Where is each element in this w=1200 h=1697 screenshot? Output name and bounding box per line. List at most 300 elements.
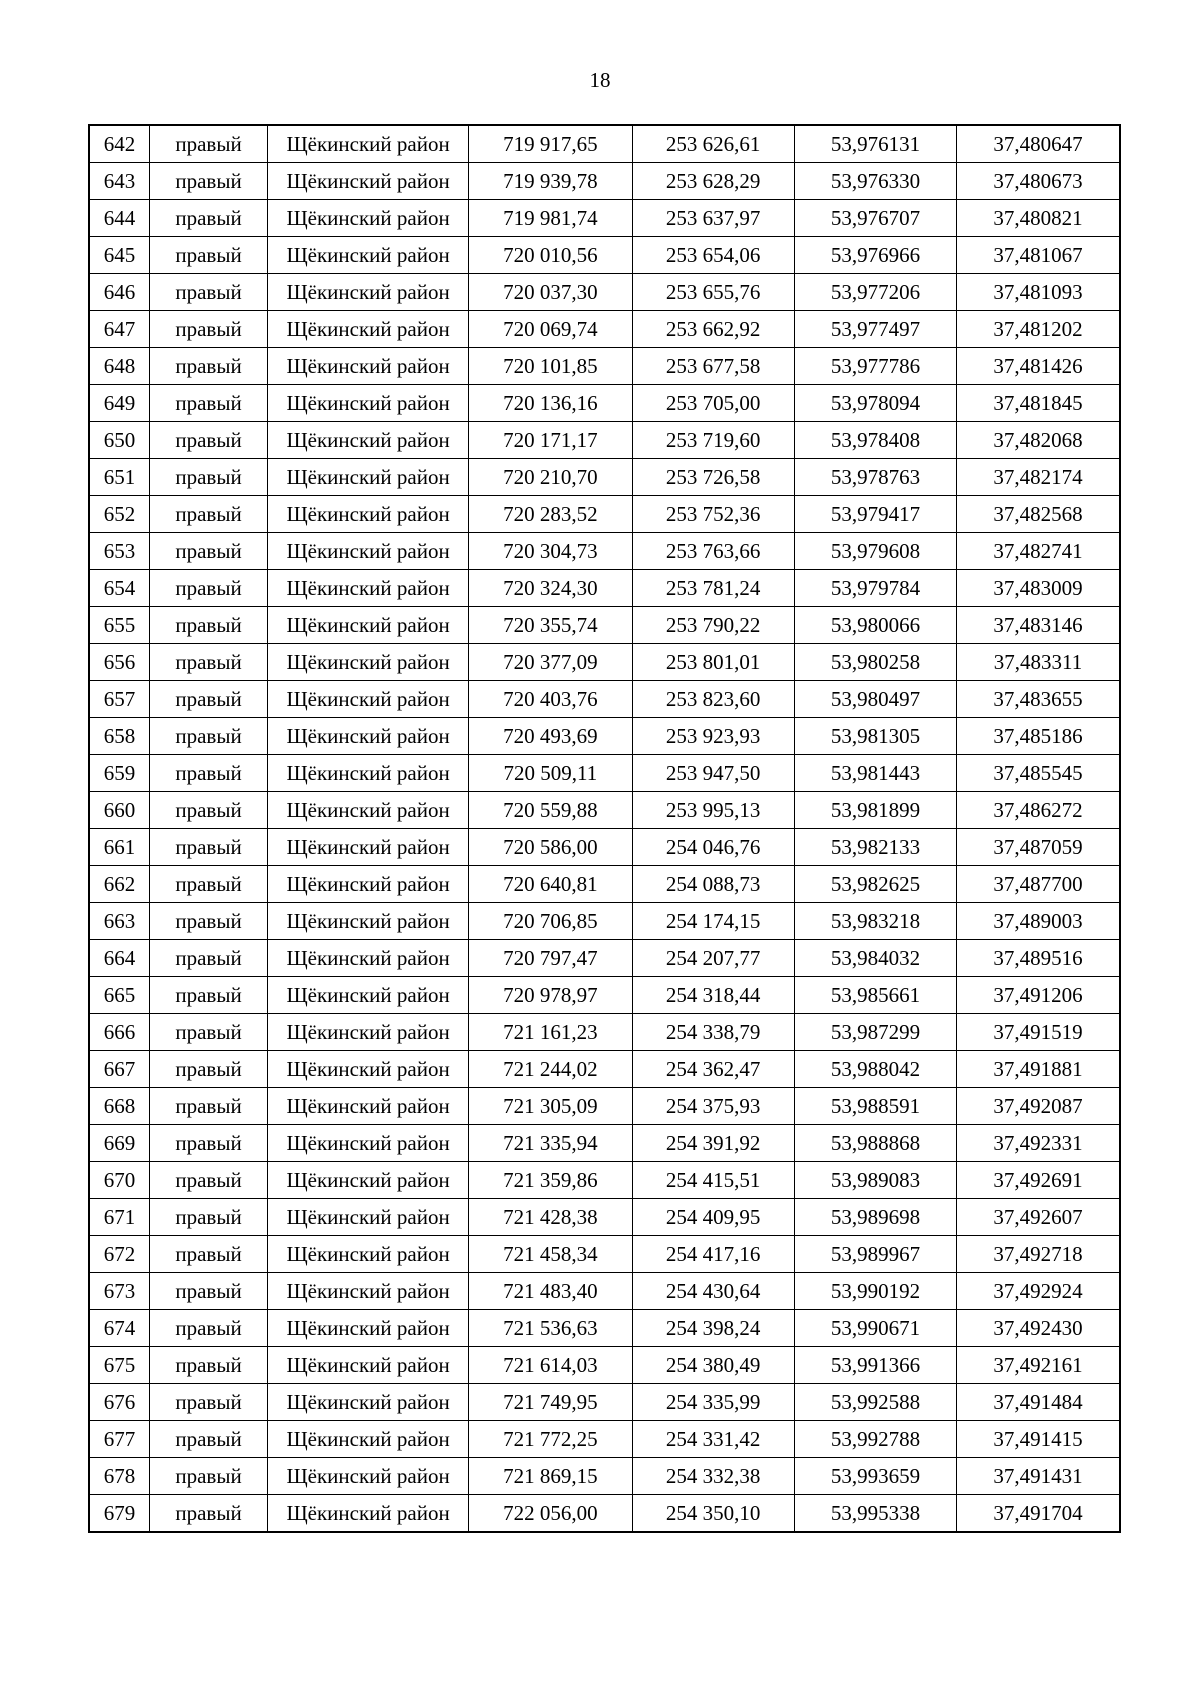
longitude-cell: 37,489516 bbox=[957, 940, 1120, 977]
longitude-cell: 37,480647 bbox=[957, 125, 1120, 163]
table-row bbox=[89, 237, 1120, 274]
latitude-cell: 53,987299 bbox=[794, 1014, 956, 1051]
table-row bbox=[89, 755, 1120, 792]
point-number-cell: 676 bbox=[89, 1384, 150, 1421]
table-row bbox=[89, 163, 1120, 200]
x-coordinate-cell: 721 869,15 bbox=[469, 1458, 632, 1495]
point-number-cell: 643 bbox=[89, 163, 150, 200]
latitude-cell: 53,981443 bbox=[794, 755, 956, 792]
table-row bbox=[89, 1051, 1120, 1088]
y-coordinate-cell: 253 654,06 bbox=[632, 237, 794, 274]
bank-side-cell: правый bbox=[150, 385, 268, 422]
latitude-cell: 53,978408 bbox=[794, 422, 956, 459]
bank-side-cell: правый bbox=[150, 1236, 268, 1273]
table-row bbox=[89, 1421, 1120, 1458]
table-row bbox=[89, 533, 1120, 570]
district-cell: Щёкинский район bbox=[267, 1347, 468, 1384]
district-cell: Щёкинский район bbox=[267, 496, 468, 533]
longitude-cell: 37,485545 bbox=[957, 755, 1120, 792]
latitude-cell: 53,985661 bbox=[794, 977, 956, 1014]
x-coordinate-cell: 721 483,40 bbox=[469, 1273, 632, 1310]
x-coordinate-cell: 721 305,09 bbox=[469, 1088, 632, 1125]
district-cell: Щёкинский район bbox=[267, 385, 468, 422]
bank-side-cell: правый bbox=[150, 792, 268, 829]
x-coordinate-cell: 720 136,16 bbox=[469, 385, 632, 422]
latitude-cell: 53,979784 bbox=[794, 570, 956, 607]
table-row bbox=[89, 1347, 1120, 1384]
latitude-cell: 53,977497 bbox=[794, 311, 956, 348]
x-coordinate-cell: 720 797,47 bbox=[469, 940, 632, 977]
latitude-cell: 53,993659 bbox=[794, 1458, 956, 1495]
x-coordinate-cell: 721 244,02 bbox=[469, 1051, 632, 1088]
point-number-cell: 655 bbox=[89, 607, 150, 644]
point-number-cell: 648 bbox=[89, 348, 150, 385]
latitude-cell: 53,984032 bbox=[794, 940, 956, 977]
longitude-cell: 37,482174 bbox=[957, 459, 1120, 496]
table-row bbox=[89, 311, 1120, 348]
point-number-cell: 678 bbox=[89, 1458, 150, 1495]
x-coordinate-cell: 721 458,34 bbox=[469, 1236, 632, 1273]
bank-side-cell: правый bbox=[150, 1384, 268, 1421]
district-cell: Щёкинский район bbox=[267, 903, 468, 940]
longitude-cell: 37,482068 bbox=[957, 422, 1120, 459]
table-row bbox=[89, 1273, 1120, 1310]
x-coordinate-cell: 720 377,09 bbox=[469, 644, 632, 681]
table-row bbox=[89, 977, 1120, 1014]
x-coordinate-cell: 720 101,85 bbox=[469, 348, 632, 385]
point-number-cell: 649 bbox=[89, 385, 150, 422]
x-coordinate-cell: 719 939,78 bbox=[469, 163, 632, 200]
longitude-cell: 37,483009 bbox=[957, 570, 1120, 607]
point-number-cell: 645 bbox=[89, 237, 150, 274]
x-coordinate-cell: 721 428,38 bbox=[469, 1199, 632, 1236]
bank-side-cell: правый bbox=[150, 644, 268, 681]
table-row bbox=[89, 1236, 1120, 1273]
point-number-cell: 642 bbox=[89, 125, 150, 163]
longitude-cell: 37,481093 bbox=[957, 274, 1120, 311]
district-cell: Щёкинский район bbox=[267, 829, 468, 866]
longitude-cell: 37,486272 bbox=[957, 792, 1120, 829]
y-coordinate-cell: 254 174,15 bbox=[632, 903, 794, 940]
latitude-cell: 53,983218 bbox=[794, 903, 956, 940]
latitude-cell: 53,979417 bbox=[794, 496, 956, 533]
latitude-cell: 53,981899 bbox=[794, 792, 956, 829]
latitude-cell: 53,980497 bbox=[794, 681, 956, 718]
table-row bbox=[89, 903, 1120, 940]
x-coordinate-cell: 720 640,81 bbox=[469, 866, 632, 903]
latitude-cell: 53,982133 bbox=[794, 829, 956, 866]
longitude-cell: 37,480673 bbox=[957, 163, 1120, 200]
table-row bbox=[89, 1125, 1120, 1162]
district-cell: Щёкинский район bbox=[267, 718, 468, 755]
table-row bbox=[89, 570, 1120, 607]
longitude-cell: 37,489003 bbox=[957, 903, 1120, 940]
bank-side-cell: правый bbox=[150, 1014, 268, 1051]
bank-side-cell: правый bbox=[150, 274, 268, 311]
x-coordinate-cell: 720 493,69 bbox=[469, 718, 632, 755]
x-coordinate-cell: 720 010,56 bbox=[469, 237, 632, 274]
point-number-cell: 663 bbox=[89, 903, 150, 940]
district-cell: Щёкинский район bbox=[267, 422, 468, 459]
district-cell: Щёкинский район bbox=[267, 459, 468, 496]
district-cell: Щёкинский район bbox=[267, 1125, 468, 1162]
latitude-cell: 53,988042 bbox=[794, 1051, 956, 1088]
point-number-cell: 669 bbox=[89, 1125, 150, 1162]
bank-side-cell: правый bbox=[150, 940, 268, 977]
table-row bbox=[89, 200, 1120, 237]
point-number-cell: 659 bbox=[89, 755, 150, 792]
district-cell: Щёкинский район bbox=[267, 755, 468, 792]
bank-side-cell: правый bbox=[150, 237, 268, 274]
x-coordinate-cell: 719 981,74 bbox=[469, 200, 632, 237]
bank-side-cell: правый bbox=[150, 977, 268, 1014]
y-coordinate-cell: 253 790,22 bbox=[632, 607, 794, 644]
x-coordinate-cell: 720 283,52 bbox=[469, 496, 632, 533]
table-row bbox=[89, 1088, 1120, 1125]
latitude-cell: 53,976707 bbox=[794, 200, 956, 237]
table-row bbox=[89, 829, 1120, 866]
table-row bbox=[89, 681, 1120, 718]
table-row bbox=[89, 1458, 1120, 1495]
bank-side-cell: правый bbox=[150, 1495, 268, 1533]
table-row bbox=[89, 496, 1120, 533]
district-cell: Щёкинский район bbox=[267, 607, 468, 644]
y-coordinate-cell: 253 947,50 bbox=[632, 755, 794, 792]
latitude-cell: 53,980066 bbox=[794, 607, 956, 644]
bank-side-cell: правый bbox=[150, 607, 268, 644]
latitude-cell: 53,980258 bbox=[794, 644, 956, 681]
bank-side-cell: правый bbox=[150, 163, 268, 200]
longitude-cell: 37,492607 bbox=[957, 1199, 1120, 1236]
longitude-cell: 37,482568 bbox=[957, 496, 1120, 533]
latitude-cell: 53,976131 bbox=[794, 125, 956, 163]
district-cell: Щёкинский район bbox=[267, 125, 468, 163]
district-cell: Щёкинский район bbox=[267, 681, 468, 718]
y-coordinate-cell: 254 331,42 bbox=[632, 1421, 794, 1458]
district-cell: Щёкинский район bbox=[267, 533, 468, 570]
bank-side-cell: правый bbox=[150, 1310, 268, 1347]
longitude-cell: 37,491431 bbox=[957, 1458, 1120, 1495]
y-coordinate-cell: 254 430,64 bbox=[632, 1273, 794, 1310]
longitude-cell: 37,485186 bbox=[957, 718, 1120, 755]
bank-side-cell: правый bbox=[150, 125, 268, 163]
table-row bbox=[89, 1199, 1120, 1236]
district-cell: Щёкинский район bbox=[267, 792, 468, 829]
point-number-cell: 674 bbox=[89, 1310, 150, 1347]
district-cell: Щёкинский район bbox=[267, 570, 468, 607]
x-coordinate-cell: 720 171,17 bbox=[469, 422, 632, 459]
y-coordinate-cell: 253 719,60 bbox=[632, 422, 794, 459]
bank-side-cell: правый bbox=[150, 1421, 268, 1458]
table-row bbox=[89, 1495, 1120, 1533]
bank-side-cell: правый bbox=[150, 200, 268, 237]
district-cell: Щёкинский район bbox=[267, 237, 468, 274]
latitude-cell: 53,978763 bbox=[794, 459, 956, 496]
longitude-cell: 37,483311 bbox=[957, 644, 1120, 681]
district-cell: Щёкинский район bbox=[267, 1199, 468, 1236]
latitude-cell: 53,989698 bbox=[794, 1199, 956, 1236]
x-coordinate-cell: 720 304,73 bbox=[469, 533, 632, 570]
table-row bbox=[89, 718, 1120, 755]
point-number-cell: 675 bbox=[89, 1347, 150, 1384]
table-row bbox=[89, 125, 1120, 163]
bank-side-cell: правый bbox=[150, 422, 268, 459]
district-cell: Щёкинский район bbox=[267, 1421, 468, 1458]
latitude-cell: 53,988868 bbox=[794, 1125, 956, 1162]
latitude-cell: 53,995338 bbox=[794, 1495, 956, 1533]
x-coordinate-cell: 720 324,30 bbox=[469, 570, 632, 607]
point-number-cell: 673 bbox=[89, 1273, 150, 1310]
longitude-cell: 37,481845 bbox=[957, 385, 1120, 422]
district-cell: Щёкинский район bbox=[267, 1088, 468, 1125]
y-coordinate-cell: 253 823,60 bbox=[632, 681, 794, 718]
bank-side-cell: правый bbox=[150, 570, 268, 607]
x-coordinate-cell: 722 056,00 bbox=[469, 1495, 632, 1533]
coordinates-table bbox=[88, 124, 1121, 1533]
x-coordinate-cell: 720 586,00 bbox=[469, 829, 632, 866]
point-number-cell: 654 bbox=[89, 570, 150, 607]
y-coordinate-cell: 254 375,93 bbox=[632, 1088, 794, 1125]
district-cell: Щёкинский район bbox=[267, 1273, 468, 1310]
bank-side-cell: правый bbox=[150, 718, 268, 755]
y-coordinate-cell: 254 350,10 bbox=[632, 1495, 794, 1533]
point-number-cell: 657 bbox=[89, 681, 150, 718]
x-coordinate-cell: 721 614,03 bbox=[469, 1347, 632, 1384]
table-row bbox=[89, 644, 1120, 681]
point-number-cell: 647 bbox=[89, 311, 150, 348]
y-coordinate-cell: 254 380,49 bbox=[632, 1347, 794, 1384]
point-number-cell: 664 bbox=[89, 940, 150, 977]
y-coordinate-cell: 254 046,76 bbox=[632, 829, 794, 866]
y-coordinate-cell: 253 726,58 bbox=[632, 459, 794, 496]
x-coordinate-cell: 721 772,25 bbox=[469, 1421, 632, 1458]
coordinates-table-body bbox=[89, 125, 1120, 1532]
y-coordinate-cell: 254 362,47 bbox=[632, 1051, 794, 1088]
district-cell: Щёкинский район bbox=[267, 866, 468, 903]
district-cell: Щёкинский район bbox=[267, 348, 468, 385]
bank-side-cell: правый bbox=[150, 311, 268, 348]
district-cell: Щёкинский район bbox=[267, 1458, 468, 1495]
latitude-cell: 53,992588 bbox=[794, 1384, 956, 1421]
bank-side-cell: правый bbox=[150, 829, 268, 866]
longitude-cell: 37,492430 bbox=[957, 1310, 1120, 1347]
page-number: 18 bbox=[589, 68, 611, 92]
longitude-cell: 37,491519 bbox=[957, 1014, 1120, 1051]
point-number-cell: 661 bbox=[89, 829, 150, 866]
point-number-cell: 671 bbox=[89, 1199, 150, 1236]
district-cell: Щёкинский район bbox=[267, 1051, 468, 1088]
x-coordinate-cell: 719 917,65 bbox=[469, 125, 632, 163]
point-number-cell: 644 bbox=[89, 200, 150, 237]
table-row bbox=[89, 459, 1120, 496]
longitude-cell: 37,492718 bbox=[957, 1236, 1120, 1273]
longitude-cell: 37,483146 bbox=[957, 607, 1120, 644]
table-row bbox=[89, 274, 1120, 311]
longitude-cell: 37,481202 bbox=[957, 311, 1120, 348]
x-coordinate-cell: 720 978,97 bbox=[469, 977, 632, 1014]
y-coordinate-cell: 253 801,01 bbox=[632, 644, 794, 681]
latitude-cell: 53,992788 bbox=[794, 1421, 956, 1458]
y-coordinate-cell: 253 763,66 bbox=[632, 533, 794, 570]
bank-side-cell: правый bbox=[150, 459, 268, 496]
longitude-cell: 37,491881 bbox=[957, 1051, 1120, 1088]
district-cell: Щёкинский район bbox=[267, 1162, 468, 1199]
point-number-cell: 666 bbox=[89, 1014, 150, 1051]
district-cell: Щёкинский район bbox=[267, 1310, 468, 1347]
point-number-cell: 653 bbox=[89, 533, 150, 570]
bank-side-cell: правый bbox=[150, 1125, 268, 1162]
point-number-cell: 652 bbox=[89, 496, 150, 533]
point-number-cell: 679 bbox=[89, 1495, 150, 1533]
latitude-cell: 53,989083 bbox=[794, 1162, 956, 1199]
x-coordinate-cell: 720 037,30 bbox=[469, 274, 632, 311]
longitude-cell: 37,491206 bbox=[957, 977, 1120, 1014]
x-coordinate-cell: 720 706,85 bbox=[469, 903, 632, 940]
table-row bbox=[89, 1162, 1120, 1199]
bank-side-cell: правый bbox=[150, 1051, 268, 1088]
y-coordinate-cell: 253 752,36 bbox=[632, 496, 794, 533]
longitude-cell: 37,492691 bbox=[957, 1162, 1120, 1199]
table-row bbox=[89, 940, 1120, 977]
district-cell: Щёкинский район bbox=[267, 163, 468, 200]
y-coordinate-cell: 254 332,38 bbox=[632, 1458, 794, 1495]
y-coordinate-cell: 253 995,13 bbox=[632, 792, 794, 829]
bank-side-cell: правый bbox=[150, 1347, 268, 1384]
district-cell: Щёкинский район bbox=[267, 1014, 468, 1051]
latitude-cell: 53,990192 bbox=[794, 1273, 956, 1310]
y-coordinate-cell: 253 637,97 bbox=[632, 200, 794, 237]
bank-side-cell: правый bbox=[150, 755, 268, 792]
table-row bbox=[89, 1384, 1120, 1421]
point-number-cell: 650 bbox=[89, 422, 150, 459]
table-row bbox=[89, 348, 1120, 385]
y-coordinate-cell: 254 417,16 bbox=[632, 1236, 794, 1273]
table-row bbox=[89, 607, 1120, 644]
table-row bbox=[89, 422, 1120, 459]
bank-side-cell: правый bbox=[150, 1458, 268, 1495]
y-coordinate-cell: 254 391,92 bbox=[632, 1125, 794, 1162]
bank-side-cell: правый bbox=[150, 1273, 268, 1310]
table-row bbox=[89, 866, 1120, 903]
longitude-cell: 37,480821 bbox=[957, 200, 1120, 237]
longitude-cell: 37,491704 bbox=[957, 1495, 1120, 1533]
latitude-cell: 53,991366 bbox=[794, 1347, 956, 1384]
y-coordinate-cell: 253 781,24 bbox=[632, 570, 794, 607]
latitude-cell: 53,976330 bbox=[794, 163, 956, 200]
y-coordinate-cell: 254 207,77 bbox=[632, 940, 794, 977]
y-coordinate-cell: 253 626,61 bbox=[632, 125, 794, 163]
x-coordinate-cell: 721 161,23 bbox=[469, 1014, 632, 1051]
point-number-cell: 668 bbox=[89, 1088, 150, 1125]
longitude-cell: 37,492924 bbox=[957, 1273, 1120, 1310]
latitude-cell: 53,978094 bbox=[794, 385, 956, 422]
longitude-cell: 37,491484 bbox=[957, 1384, 1120, 1421]
longitude-cell: 37,492331 bbox=[957, 1125, 1120, 1162]
district-cell: Щёкинский район bbox=[267, 311, 468, 348]
point-number-cell: 656 bbox=[89, 644, 150, 681]
point-number-cell: 677 bbox=[89, 1421, 150, 1458]
longitude-cell: 37,482741 bbox=[957, 533, 1120, 570]
y-coordinate-cell: 253 923,93 bbox=[632, 718, 794, 755]
longitude-cell: 37,491415 bbox=[957, 1421, 1120, 1458]
y-coordinate-cell: 253 662,92 bbox=[632, 311, 794, 348]
point-number-cell: 646 bbox=[89, 274, 150, 311]
y-coordinate-cell: 254 398,24 bbox=[632, 1310, 794, 1347]
bank-side-cell: правый bbox=[150, 348, 268, 385]
district-cell: Щёкинский район bbox=[267, 1384, 468, 1421]
y-coordinate-cell: 253 705,00 bbox=[632, 385, 794, 422]
x-coordinate-cell: 720 355,74 bbox=[469, 607, 632, 644]
latitude-cell: 53,977786 bbox=[794, 348, 956, 385]
district-cell: Щёкинский район bbox=[267, 644, 468, 681]
district-cell: Щёкинский район bbox=[267, 200, 468, 237]
latitude-cell: 53,979608 bbox=[794, 533, 956, 570]
bank-side-cell: правый bbox=[150, 533, 268, 570]
bank-side-cell: правый bbox=[150, 866, 268, 903]
bank-side-cell: правый bbox=[150, 1088, 268, 1125]
longitude-cell: 37,483655 bbox=[957, 681, 1120, 718]
x-coordinate-cell: 720 210,70 bbox=[469, 459, 632, 496]
district-cell: Щёкинский район bbox=[267, 274, 468, 311]
y-coordinate-cell: 254 415,51 bbox=[632, 1162, 794, 1199]
point-number-cell: 670 bbox=[89, 1162, 150, 1199]
longitude-cell: 37,492161 bbox=[957, 1347, 1120, 1384]
x-coordinate-cell: 721 335,94 bbox=[469, 1125, 632, 1162]
y-coordinate-cell: 254 318,44 bbox=[632, 977, 794, 1014]
y-coordinate-cell: 253 628,29 bbox=[632, 163, 794, 200]
table-row bbox=[89, 385, 1120, 422]
longitude-cell: 37,481426 bbox=[957, 348, 1120, 385]
district-cell: Щёкинский район bbox=[267, 940, 468, 977]
table-row bbox=[89, 1014, 1120, 1051]
point-number-cell: 662 bbox=[89, 866, 150, 903]
table-row bbox=[89, 1310, 1120, 1347]
latitude-cell: 53,990671 bbox=[794, 1310, 956, 1347]
point-number-cell: 667 bbox=[89, 1051, 150, 1088]
point-number-cell: 660 bbox=[89, 792, 150, 829]
district-cell: Щёкинский район bbox=[267, 1495, 468, 1533]
bank-side-cell: правый bbox=[150, 1199, 268, 1236]
point-number-cell: 665 bbox=[89, 977, 150, 1014]
y-coordinate-cell: 254 335,99 bbox=[632, 1384, 794, 1421]
x-coordinate-cell: 721 749,95 bbox=[469, 1384, 632, 1421]
bank-side-cell: правый bbox=[150, 903, 268, 940]
bank-side-cell: правый bbox=[150, 496, 268, 533]
bank-side-cell: правый bbox=[150, 681, 268, 718]
bank-side-cell: правый bbox=[150, 1162, 268, 1199]
longitude-cell: 37,487700 bbox=[957, 866, 1120, 903]
x-coordinate-cell: 720 509,11 bbox=[469, 755, 632, 792]
x-coordinate-cell: 720 069,74 bbox=[469, 311, 632, 348]
district-cell: Щёкинский район bbox=[267, 1236, 468, 1273]
y-coordinate-cell: 254 088,73 bbox=[632, 866, 794, 903]
point-number-cell: 658 bbox=[89, 718, 150, 755]
x-coordinate-cell: 721 359,86 bbox=[469, 1162, 632, 1199]
table-row bbox=[89, 792, 1120, 829]
latitude-cell: 53,988591 bbox=[794, 1088, 956, 1125]
x-coordinate-cell: 720 403,76 bbox=[469, 681, 632, 718]
y-coordinate-cell: 254 409,95 bbox=[632, 1199, 794, 1236]
x-coordinate-cell: 721 536,63 bbox=[469, 1310, 632, 1347]
y-coordinate-cell: 254 338,79 bbox=[632, 1014, 794, 1051]
latitude-cell: 53,976966 bbox=[794, 237, 956, 274]
y-coordinate-cell: 253 677,58 bbox=[632, 348, 794, 385]
x-coordinate-cell: 720 559,88 bbox=[469, 792, 632, 829]
point-number-cell: 651 bbox=[89, 459, 150, 496]
longitude-cell: 37,492087 bbox=[957, 1088, 1120, 1125]
district-cell: Щёкинский район bbox=[267, 977, 468, 1014]
point-number-cell: 672 bbox=[89, 1236, 150, 1273]
